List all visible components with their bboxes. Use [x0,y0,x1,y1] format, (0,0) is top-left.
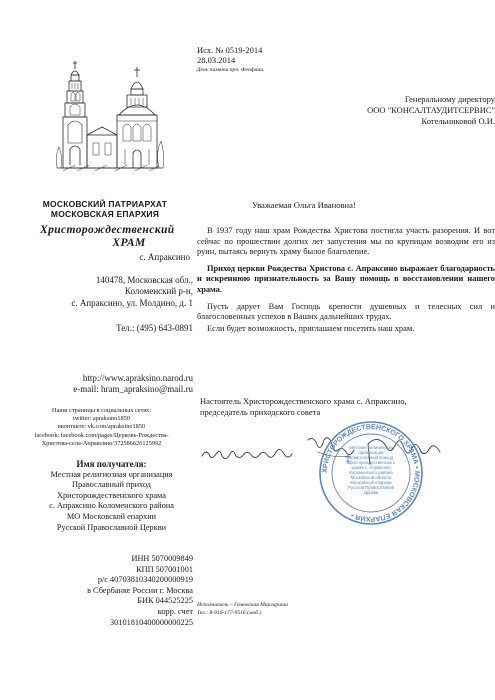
recipient-line: Православный приход [72,480,151,490]
village-name: с. Апраксино [139,252,190,262]
bik: БИК 044525225 [137,596,193,606]
stamp-center-line: Русской Православной [347,485,395,490]
gratitude-paragraph: Приход церкви Рождества Христова с. Апраксино выражает благодарность и искреннюю признательность за Вашу помощь в восстановлении нашего храма. [197,263,495,294]
addressee-line: Генеральному директору [404,94,495,104]
reference-number: Исх. № 0519-2014 [197,45,263,55]
executor-block [197,601,397,617]
recipient-block [30,459,193,533]
addressee-line: Котельниковой О.И. [421,116,495,126]
paragraph: В 1937 году наш храм Рождества Христова постигла участь разорения. И вот сейчас по прошествии долгих лет запустения мы по крупицам возводим его из руин, пытаясь вернуть храму былое благолепие. [197,226,495,257]
recipient-line: Христорождественского храма [57,490,166,500]
temple-name-line1: Христорождественский [40,224,175,236]
address-block [10,275,193,309]
email-link[interactable]: e-mail: hram_apraksino@mail.ru [73,384,193,395]
reference-block [197,45,337,76]
stamp-center-line: Московской епархии [350,480,392,485]
church-stamp [318,420,424,526]
addressee-line: ООО "КОНСАЛТАУДИТСЕРВИС" [367,105,495,115]
corr-label: корр. счет [157,606,193,616]
stamp-center-line: храма с. Апраксино [351,465,391,470]
phone-number: Тел.: (495) 643-0891 [116,323,193,333]
stamp-center-line: Коломенского района [349,470,393,475]
recipient-line: Русской Православной Церкви [56,522,167,532]
reference-day-note: День памяти прп. Феофана. [197,67,265,74]
temple-name-line2: ХРАМ [112,237,146,249]
greeting: Уважаемая Ольга Ивановна! [252,200,356,210]
patriarchate-line: МОСКОВСКИЙ ПАТРИАРХАТ [42,199,168,209]
letter-body [197,226,495,340]
patriarchate-header [15,199,195,219]
temple-name [40,224,180,250]
stamp-center-line: православный приход [348,455,394,460]
account: р/с 40703810340200000919 [97,575,193,585]
stamp-center-line: Церкви [363,490,379,495]
stamp-center-line: Московской области [350,475,392,480]
reference-date: 28.03.2014 [197,55,236,66]
twitter-link[interactable]: twitter: apraksino1850 [73,415,130,423]
social-header: Наши страницы в социальных сетях: [51,407,152,414]
bank-details [60,554,193,628]
recipient-line: Местная религиозная организация [50,469,173,479]
facebook-link[interactable]: facebook: facebook.com/pages/Церковь-Рождества- [34,431,169,439]
eparchy-line: МОСКОВСКАЯ ЕПАРХИЯ [50,209,160,219]
signatory-line: Настоятель Христорождественского храма с. Апраксино, [200,396,407,406]
paragraph: Пусть дарует Вам Господь крепости душевных и телесных сил и благословенных успехов в Ваших дальнейших трудах. [197,301,495,322]
signatory [200,396,420,418]
stamp-center-line: Местная религиозная [349,445,393,450]
address-line: Коломенский р-н, [124,286,193,297]
inn: ИНН 5070009849 [131,554,193,563]
vk-link[interactable]: вконтакте: vk.com/apraksino1850 [57,423,146,431]
kpp: КПП 507001001 [136,564,193,574]
recipient-header: Имя получателя: [76,459,147,469]
facebook-link-cont[interactable]: Христова-села-Апраксино/372586626125992 [41,439,162,447]
executor-name: Исполнитель – Гамовская Маргарита [197,602,288,608]
bank-name: в Сбербанке России г. Москва [87,585,193,595]
paragraph: Если будет возможность, приглашаем посетить наш храм. [207,323,415,333]
stamp-center-line: Христорождественского [346,460,396,465]
web-contacts [20,373,193,396]
stamp-ring-text: ХРИСТОРОЖДЕСТВЕНСКОГО ХРАМА • МОСКОВСКАЯ ЕПАРХИЯ • [321,423,421,523]
address-line: с. Апраксино, ул. Молдино, д. 1 [71,297,193,308]
recipient-line: МО Московской епархии [66,511,157,521]
recipient-line: с. Апраксино Коломенского района [49,501,174,511]
social-links [10,407,193,448]
corr-account: 30101810400000000225 [110,617,193,627]
signatory-line: председатель приходского совета [200,407,321,417]
executor-phone: Тел.: 8-916-177-9516 (моб.) [197,610,262,616]
addressee-block [320,94,495,127]
address-line: 140478, Московская обл., [95,275,193,285]
church-illustration [55,55,165,173]
website-link[interactable]: http://www.apraksino.narod.ru [82,373,193,383]
stamp-center-line: организация [358,450,384,455]
